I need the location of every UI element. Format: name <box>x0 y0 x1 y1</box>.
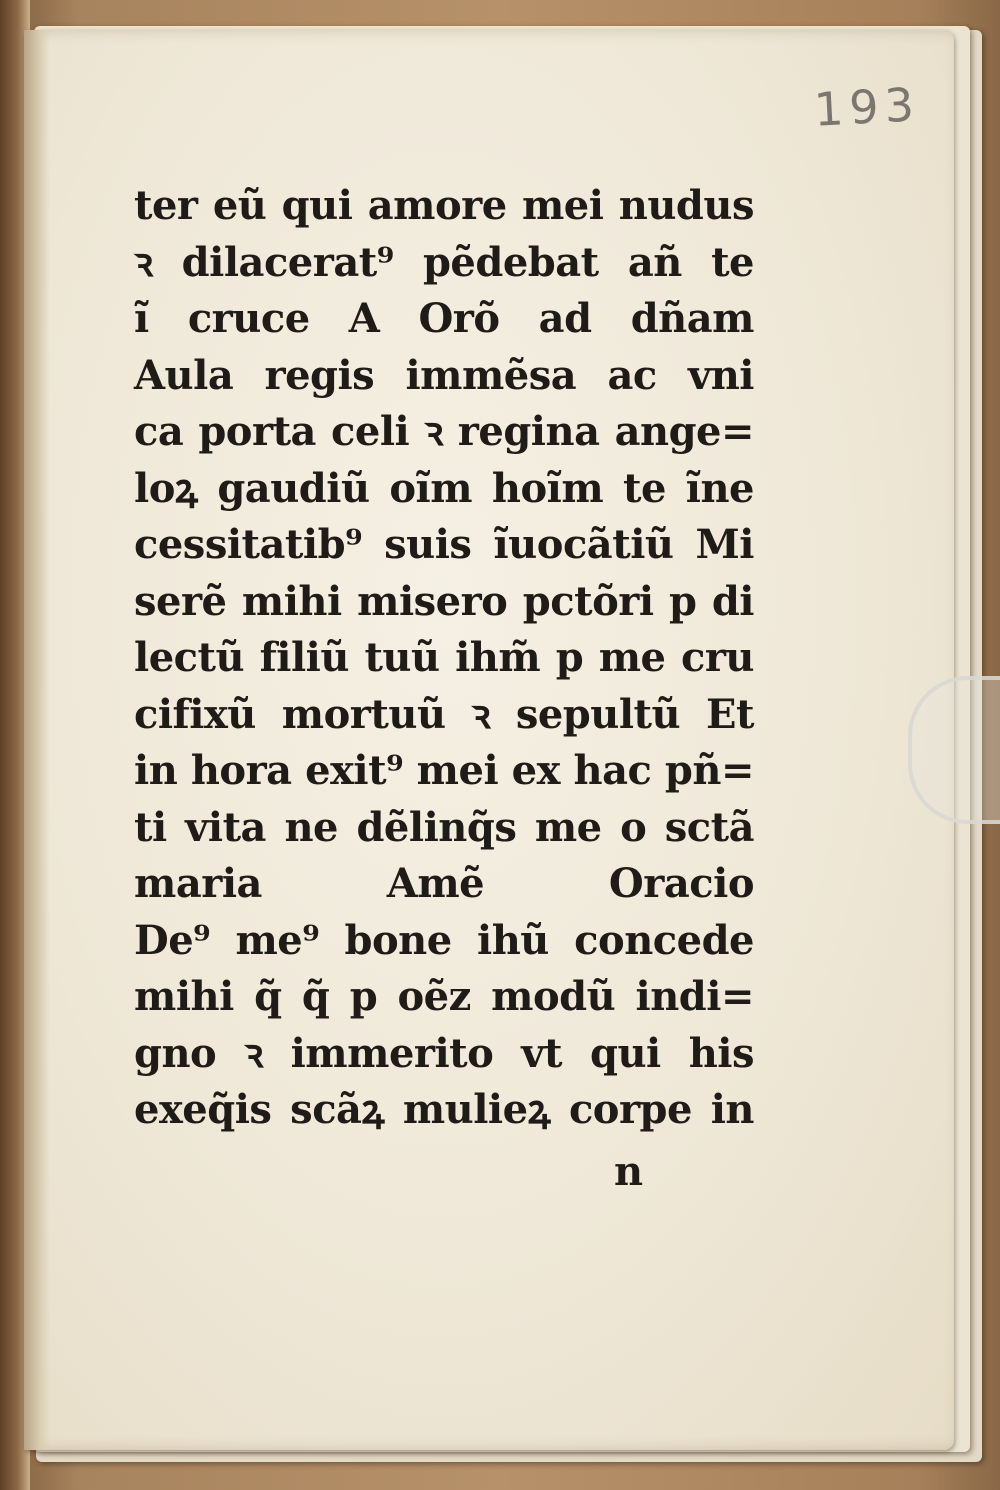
text-block <box>134 178 754 1139</box>
text-line: cessitatib⁹ suis ĩuocãtiũ Mi <box>134 521 754 568</box>
text-line: maria Amẽ Oracio <box>134 860 754 907</box>
text-line: ꝛ dilacerat⁹ pẽdebat añ te <box>134 238 754 286</box>
folio-number: 193 <box>812 77 922 137</box>
text-line: in hora exit⁹ mei ex hac pñ= <box>134 747 754 794</box>
page-clip <box>908 676 1000 824</box>
text-line: Aula regis immẽsa ac vni <box>134 351 754 399</box>
text-line: ti vita ne dẽlinq̃s me o sctã <box>134 803 754 851</box>
text-line: De⁹ me⁹ bone ihũ concede <box>134 916 754 964</box>
catchword: n <box>614 1148 644 1195</box>
text-line: ĩ cruce A Orõ ad dñam <box>134 295 754 342</box>
text-line: loꝝ gaudiũ oĩm hoĩm te ĩne <box>134 464 754 512</box>
text-line: serẽ mihi misero pctõri p di <box>134 577 754 625</box>
page-gutter <box>24 30 50 1450</box>
manuscript-page <box>24 30 954 1450</box>
text-line: ca porta celi ꝛ regina ange= <box>134 408 754 455</box>
text-line: lectũ filiũ tuũ ihm̃ p me cru <box>134 634 754 681</box>
text-line: cifixũ mortuũ ꝛ sepultũ Et <box>134 690 754 738</box>
text-line: mihi q̃ q̃ p oẽz modũ indi= <box>134 973 754 1020</box>
text-line: gno ꝛ immerito vt qui his <box>134 1029 754 1077</box>
text-line: ter eũ qui amore mei nudus <box>134 182 754 229</box>
text-line: exeq̃is scãꝝ mulieꝝ corpe in <box>134 1086 754 1133</box>
